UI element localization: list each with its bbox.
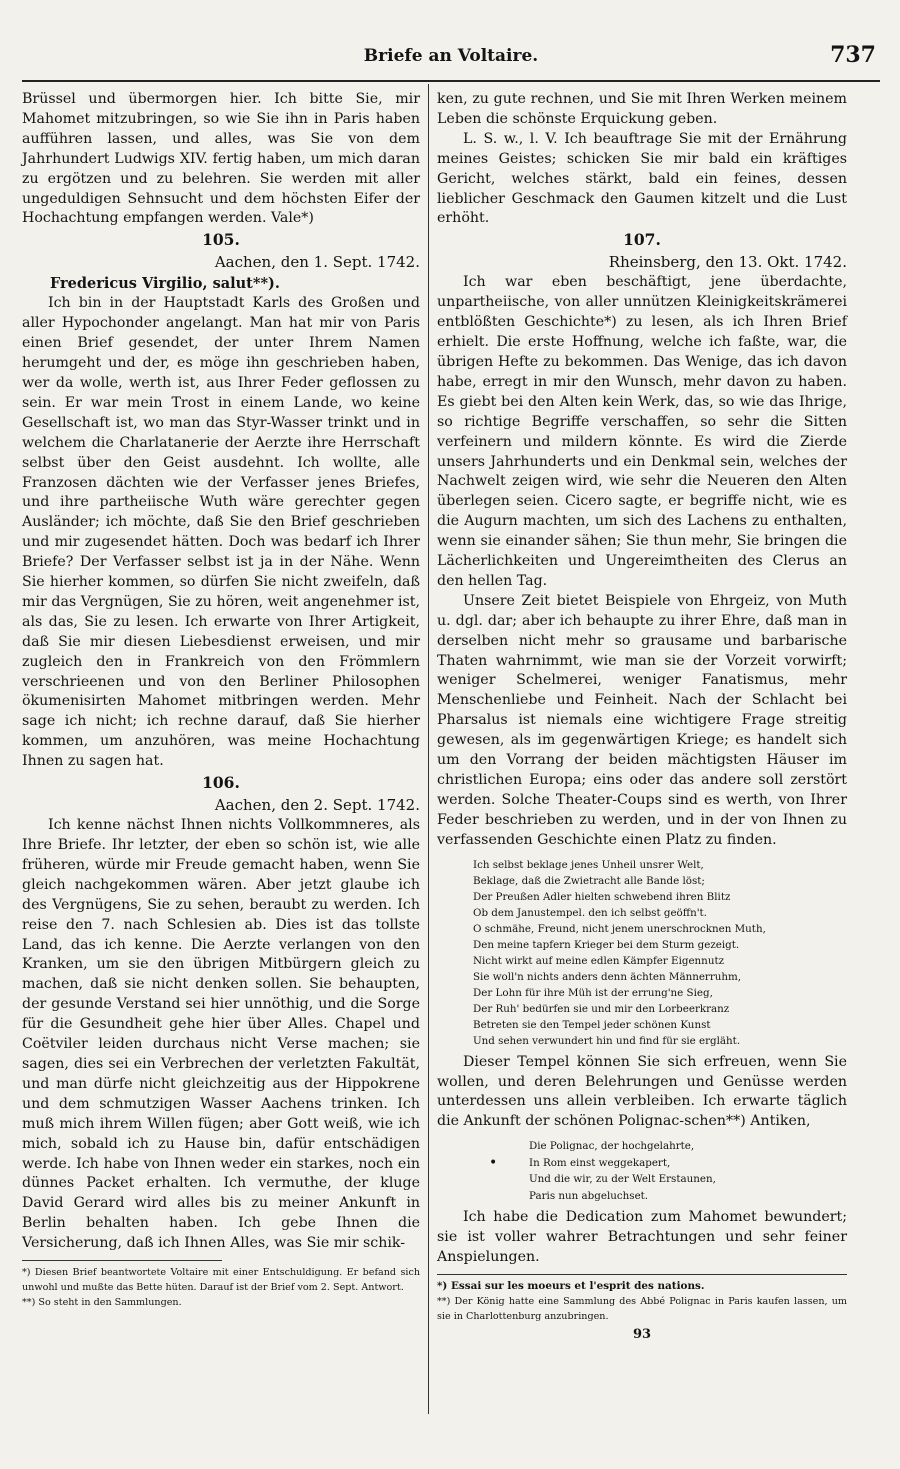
paragraph: Brüssel und übermorgen hier. Ich bitte Sie, mir Mahomet mitzubringen, so wie Sie ihn in Paris haben aufführen lassen, und alles, was Sie von dem Jahrhundert Ludwigs XIV. fertig haben, um mich daran zu ergötzen und zu belehren. Sie werden mit aller ungeduldigen Sehnsucht und dem höchsten Eifer der Hochachtung empfangen werden. Vale*) xyxy=(22,91,420,227)
paragraph: ken, zu gute rechnen, und Sie mit Ihren Werken meinem Leben die schönste Erquickung geben. xyxy=(437,91,847,127)
letter-date: Rheinsberg, den 13. Okt. 1742. xyxy=(608,253,847,272)
footnote: *) Essai sur les moeurs et l'esprit des nations. xyxy=(437,1279,705,1292)
paragraph: Ich bin in der Hauptstadt Karls des Großen und aller Hypochonder angelangt. Man hat mir von Paris einen Brief gesendet, der unter Ihrem Namen herumgeht und der, es möge ihn geschrieben haben, wer da wolle, werth ist, aus Ihrer Feder geflossen zu sein. Er war mein Trost in einem Lande, wo keine Gesellschaft ist, wo man das Styr-Wasser trinkt und in welchem die Charlatanerie der Aerzte ihre Herrschaft selbst über den Geist ausdehnt. Ich wollte, alle Franzosen dächten wie der Verfasser jenes Briefes, und ihre partheiische Wuth wäre gerechter gegen Ausländer; ich möchte, daß Sie den Brief geschrieben und mir zugesendet hätten. Doch was bedarf ich Ihrer Briefe? Der Verfasser selbst ist ja in der Nähe. Wenn Sie hierher kommen, so dürfen Sie nicht zweifeln, daß mir das Vergnügen, Sie zu hören, weit angenehmer ist, als das, Sie zu lesen. Ich erwarte von Ihrer Artigkeit, daß Sie mir diesen Liebesdienst erweisen, und mir zugleich den in Frankreich von den Frömmlern verschrieenen und von den Berliner Philosophen ökumenisirten Mahomet mitbringen werden. Mehr sage ich nicht; ich rechne darauf, daß Sie hierher kommen, um anzuhören, was meine Hochachtung Ihnen zu sagen hat. xyxy=(22,295,420,770)
verse-line: Der Lohn für ihre Müh ist der errung'ne Sieg, xyxy=(473,986,713,999)
letter-date: Aachen, den 1. Sept. 1742. xyxy=(214,253,420,272)
footnote: *) Diesen Brief beantwortete Voltaire mit einer Entschuldigung. Er befand sich unwohl und mußte das Bette hüten. Darauf ist der Brief vom 2. Sept. Antwort. xyxy=(22,1267,420,1294)
left-column xyxy=(22,90,420,1420)
page-number: 737 xyxy=(830,42,876,68)
column-divider xyxy=(428,84,429,1414)
paragraph: Ich war eben beschäftigt, jene überdachte, unpartheiische, von aller unnützen Kleinigkeitskrämerei entblößten Geschichte*) zu lesen, als ich Ihren Brief erhielt. Die erste Hoffnung, welche ich faßte, war, die übrigen Hefte zu bekommen. Das Wenige, das ich davon habe, erregt in mir den Wunsch, mehr davon zu haben. Es giebt bei den Alten kein Werk, das, so wie das Ihrige, so richtige Begriffe verschaffen, so sehr die Sitten verfeinern und mildern könnte. Es wird die Zierde unsers Jahrhunderts und ein Denkmal sein, welches der Nachwelt zeigen wird, wie sehr die Neueren den Alten überlegen seien. Cicero sagte, er begriffe nicht, wie es die Augurn machten, um sich des Lachens zu enthalten, wenn sie einander sähen; Sie thun mehr, Sie bringen die Lächerlichkeiten und Ungereimtheiten des Clerus an den hellen Tag. xyxy=(437,274,847,589)
letter-date: Aachen, den 2. Sept. 1742. xyxy=(214,796,420,815)
letter-number: 105. xyxy=(202,230,240,250)
verse-block xyxy=(437,857,847,1049)
footnote: **) So steht in den Sammlungen. xyxy=(22,1297,182,1309)
letter-number: 107. xyxy=(623,230,661,250)
verse-line: Ich selbst beklage jenes Unheil unsrer Welt, xyxy=(473,858,704,871)
footnote-rule xyxy=(22,1260,222,1261)
right-column xyxy=(437,90,847,1405)
verse-line: Und die wir, zu der Welt Erstaunen, xyxy=(529,1173,716,1186)
verse-line: Sie woll'n nichts anders denn ächten Männerruhm, xyxy=(473,970,742,983)
signature-mark: 93 xyxy=(632,1326,652,1342)
running-title: Briefe an Voltaire. xyxy=(363,46,539,66)
paragraph: Dieser Tempel können Sie sich erfreuen, wenn Sie wollen, und deren Belehrungen und Genüsse werden unterdessen uns allein verbleiben. Ich erwarte täglich die Ankunft der schönen Polignac-schen**) Antiken, xyxy=(437,1053,847,1130)
salutation: Fredericus Virgilio, salut**). xyxy=(50,275,280,293)
verse-line: Nicht wirkt auf meine edlen Kämpfer Eigennutz xyxy=(473,954,725,967)
verse-line: Betreten sie den Tempel jeder schönen Kunst xyxy=(473,1018,711,1031)
bullet-mark: • xyxy=(489,1155,498,1172)
footnote: **) Der König hatte eine Sammlung des Abbé Polignac in Paris kaufen lassen, um sie in Charlottenburg anzubringen. xyxy=(437,1295,847,1322)
footnote-rule xyxy=(437,1274,847,1275)
verse-line: Der Ruh' bedürfen sie und mir den Lorbeerkranz xyxy=(473,1002,730,1015)
paragraph: Ich kenne nächst Ihnen nichts Vollkommneres, als Ihre Briefe. Ihr letzter, der eben so schön ist, wie alle früheren, würde mir Freude gemacht haben, wenn Sie gleich nachgekommen wären. Aber jetzt glaube ich des Vergnügens, Sie zu sehen, beraubt zu werden. Ich reise den 7. nach Schlesien ab. Dies ist das tollste Land, das ich kenne. Die Aerzte verlangen von den Kranken, um sie den übrigen Mitbürgern gleich zu machen, daß sie nicht denken sollen. Sie behaupten, der gesunde Verstand sei hier unnöthig, und die Sorge für die Gesundheit gehe hier über Alles. Chapel und Coëtviler leiden durchaus nicht Verse machen; sie sagen, dies sei ein Verbrechen der verletzten Fakultät, und man dürfe nicht gleichzeitig aus der Hippokrene und dem schmutzigen Wasser Aachens trinken. Ich muß mich ihrem Willen fügen; aber Gott weiß, wie ich mich, sobald ich zu Hause bin, dafür entschädigen werde. Ich habe von Ihnen weder ein starkes, noch ein dünnes Packet erhalten. Ich vermuthe, der kluge David Gerard wird alles bis zu meiner Ankunft in Berlin behalten haben. Ich gebe Ihnen die Versicherung, daß ich Ihnen Alles, was Sie mir schik- xyxy=(22,817,420,1252)
running-header xyxy=(22,40,880,82)
verse-line: O schmähe, Freund, nicht jenem unerschrocknen Muth, xyxy=(473,922,766,935)
verse-line: Ob dem Janustempel. den ich selbst geöffn't. xyxy=(473,906,707,919)
verse-block xyxy=(437,1138,847,1204)
verse-line: Den meine tapfern Krieger bei dem Sturm gezeigt. xyxy=(473,938,740,951)
paragraph: Unsere Zeit bietet Beispiele von Ehrgeiz, von Muth u. dgl. dar; aber ich behaupte zu ihrer Ehre, daß man in derselben nicht mehr so grausame und barbarische Thaten wahrnimmt, wie man sie der Vorzeit vorwirft; weniger Schelmerei, weniger Fanatismus, mehr Menschenliebe und Feinheit. Nach der Schlacht bei Pharsalus ist niemals eine wichtigere Frage streitig gewesen, als im gegenwärtigen Kriege; es handelt sich um den Vorrang der beiden mächtigsten Häuser im christlichen Europa; eins oder das andere soll zerstört werden. Solche Theater-Coups sind es werth, von Ihrer Feder beschrieben zu werden, und in der von Ihnen zu verfassenden Geschichte einen Platz zu finden. xyxy=(437,592,847,848)
verse-line: Der Preußen Adler hielten schwebend ihren Blitz xyxy=(473,890,731,903)
verse-line: Und sehen verwundert hin und find für sie ergläht. xyxy=(473,1034,741,1047)
verse-line: Die Polignac, der hochgelahrte, xyxy=(529,1140,695,1153)
paragraph: L. S. w., l. V. Ich beauftrage Sie mit der Ernährung meines Geistes; schicken Sie mir bald ein kräftiges Gericht, welches stärkt, bald ein feines, dessen lieblicher Geschmack den Gaumen kitzelt und die Lust erhöht. xyxy=(437,130,847,227)
verse-line: Beklage, daß die Zwietracht alle Bande löst; xyxy=(473,874,705,887)
letter-number: 106. xyxy=(202,773,240,793)
paragraph: Ich habe die Dedication zum Mahomet bewundert; sie ist voller wahrer Betrachtungen und sehr feiner Anspielungen. xyxy=(437,1209,847,1266)
verse-line: Paris nun abgeluchset. xyxy=(529,1189,649,1202)
verse-line: In Rom einst weggekapert, xyxy=(529,1156,671,1169)
